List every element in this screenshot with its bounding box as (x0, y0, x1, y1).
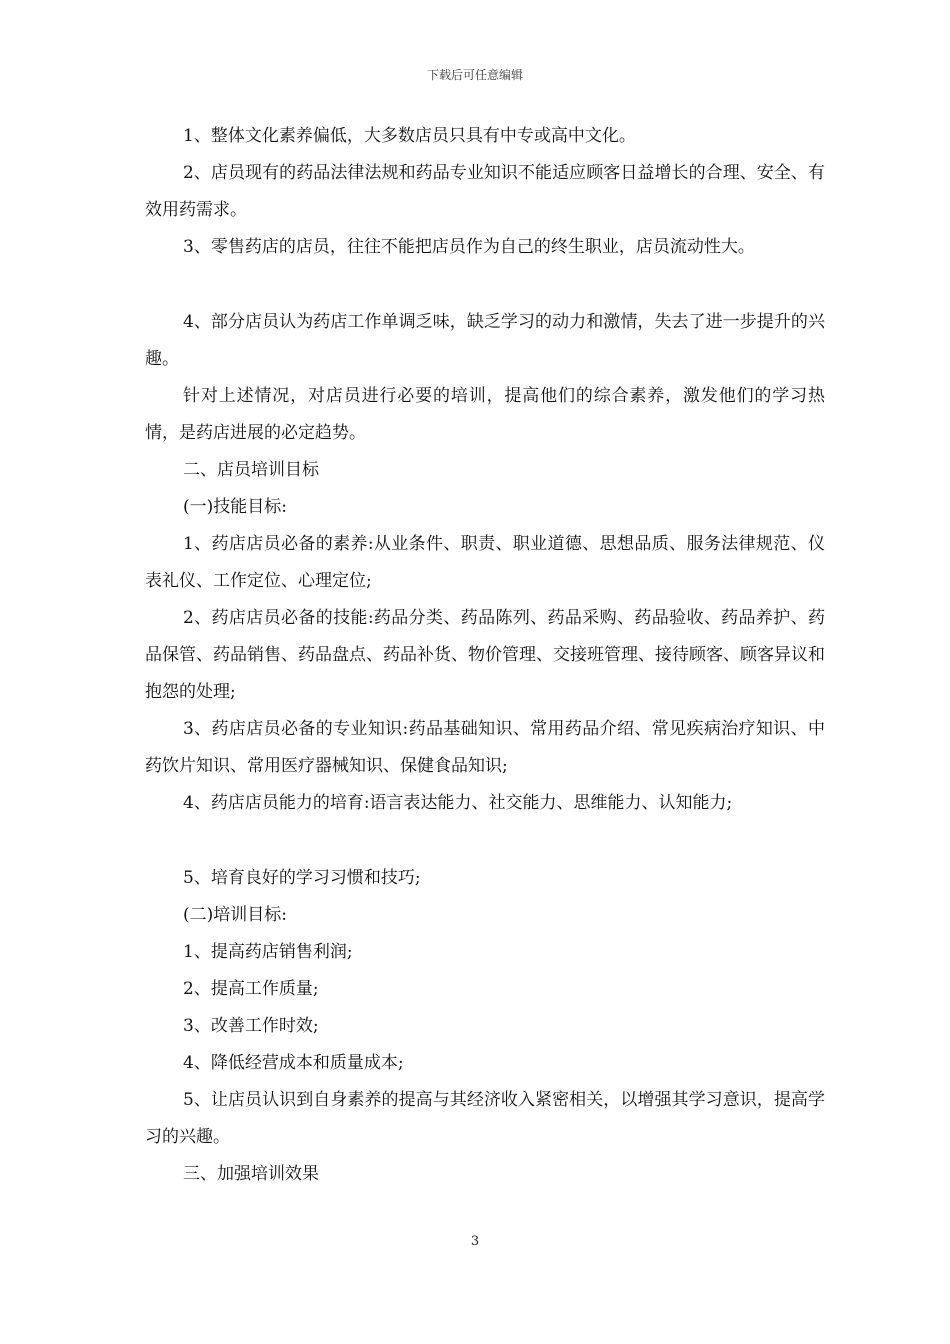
paragraph: 1、药店店员必备的素养:从业条件、职责、职业道德、思想品质、服务法律规范、仪表礼仪、工作定位、心理定位; (145, 534, 825, 591)
paragraph: 4、降低经营成本和质量成本; (183, 1053, 404, 1073)
paragraph: 3、零售药店的店员，往往不能把店员作为自己的终生职业，店员流动性大。 (183, 237, 755, 257)
blank-line (145, 822, 825, 860)
paragraph: 3、改善工作时效; (183, 1016, 319, 1036)
subsection-heading: (二)培训目标: (183, 905, 287, 925)
paragraph: 5、让店员认识到自身素养的提高与其经济收入紧密相关，以增强其学习意识，提高学习的兴趣。 (145, 1090, 825, 1147)
paragraph: 针对上述情况，对店员进行必要的培训，提高他们的综合素养，激发他们的学习热情，是药店进展的必定趋势。 (145, 386, 825, 443)
page-number: 3 (470, 1234, 480, 1249)
page-header-note: 下载后可任意编辑 (426, 68, 523, 82)
document-body (145, 118, 825, 1193)
paragraph: 3、药店店员必备的专业知识:药品基础知识、常用药品介绍、常见疾病治疗知识、中药饮片知识、常用医疗器械知识、保健食品知识; (145, 719, 825, 776)
paragraph: 2、提高工作质量; (183, 979, 319, 999)
section-heading: 三、加强培训效果 (183, 1164, 319, 1184)
paragraph: 4、药店店员能力的培育:语言表达能力、社交能力、思维能力、认知能力; (183, 793, 733, 813)
paragraph: 5、培育良好的学习习惯和技巧; (183, 868, 421, 888)
blank-line (145, 266, 825, 304)
paragraph: 2、店员现有的药品法律法规和药品专业知识不能适应顾客日益增长的合理、安全、有效用药需求。 (145, 163, 825, 220)
subsection-heading: (一)技能目标: (183, 497, 287, 517)
paragraph: 1、提高药店销售利润; (183, 942, 353, 962)
section-heading: 二、店员培训目标 (183, 460, 319, 480)
paragraph: 2、药店店员必备的技能:药品分类、药品陈列、药品采购、药品验收、药品养护、药品保管、药品销售、药品盘点、药品补货、物价管理、交接班管理、接待顾客、顾客异议和抱怨的处理; (145, 608, 825, 702)
paragraph: 4、部分店员认为药店工作单调乏味，缺乏学习的动力和激情，失去了进一步提升的兴趣。 (145, 312, 825, 369)
paragraph: 1、整体文化素养偏低，大多数店员只具有中专或高中文化。 (183, 126, 636, 146)
